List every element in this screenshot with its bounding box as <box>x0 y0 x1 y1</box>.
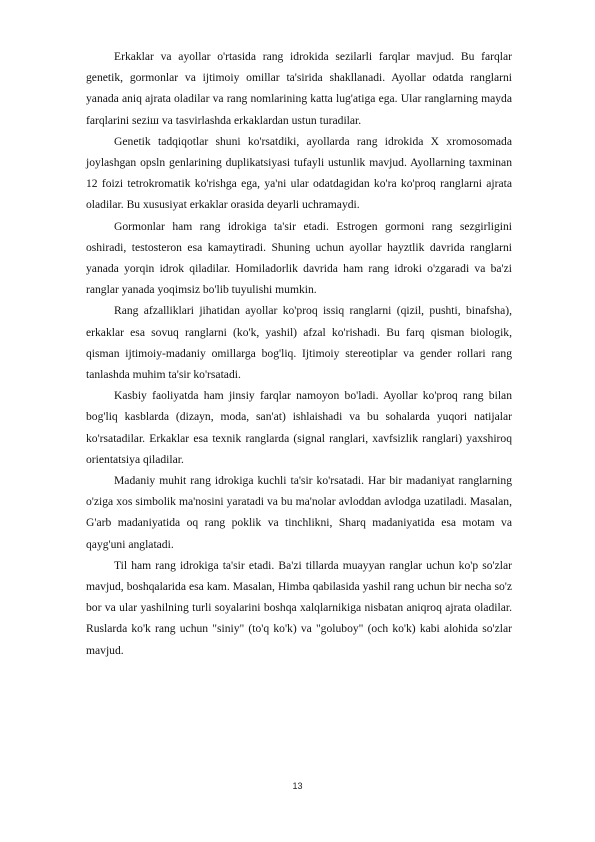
paragraph-genetics: Genetik tadqiqotlar shuni ko'rsatdiki, ayollarda rang idrokida X xromosomada joylashgan opsln genlarining duplikatsiyasi tufayli ustunlik mavjud. Ayollarning taxminan 12 foizi tetrokromatik ko'rishga ega, ya'ni ular odatdagidan ko'ra ko'proq ranglarni ajrata oladilar. Bu xususiyat erkaklar orasida deyarli uchramaydi. <box>86 134 512 212</box>
paragraph-language: Til ham rang idrokiga ta'sir etadi. Ba'zi tillarda muayyan ranglar uchun ko'p so'zlar mavjud, boshqalarida esa kam. Masalan, Himba qabilasida yashil rang uchun bir necha so'z bor va ular yashilning turli soyalarini boshqa xalqlarnikiga nisbatan aniqroq ajrata oladilar. Ruslarda ko'k rang uchun "siniy" (to'q ko'k) va "goluboy" (och ko'k) kabi alohida so'zlar mavjud. <box>86 558 512 657</box>
body-text <box>86 46 512 661</box>
paragraph-cultural-environment: Madaniy muhit rang idrokiga kuchli ta'sir ko'rsatadi. Har bir madaniyat ranglarning o'ziga xos simbolik ma'nosini yaratadi va bu ma'nolar avloddan avlodga uzatiladi. Masalan, G'arb madaniyatida oq rang poklik va tinchlikni, Sharq madaniyatida esa motam va qayg'uni anglatadi. <box>86 474 512 551</box>
paragraph-professional-activity: Kasbiy faoliyatda ham jinsiy farqlar namoyon bo'ladi. Ayollar ko'proq rang bilan bog'liq kasblarda (dizayn, moda, san'at) ishlaishadi va bu sohalarda yuqori natijalar ko'rsatadilar. Erkaklar esa texnik ranglarda (signal ranglari, xavfsizlik ranglari) yaxshiroq orientatsiya qiladilar. <box>86 389 512 466</box>
paragraph-gender-differences: Erkaklar va ayollar o'rtasida rang idrokida sezilarli farqlar mavjud. Bu farqlar genetik, gormonlar va ijtimoiy omillar ta'sirida shakllanadi. Ayollar odatda ranglarni yanada aniq ajrata oladilar va rang nomlarining katta lug'atiga ega. Ular ranglarning mayda farqlarini seziш va tasvirlashda erkaklardan ustun turadilar. <box>86 50 512 127</box>
page-number: 13 <box>292 781 303 791</box>
paragraph-hormones: Gormonlar ham rang idrokiga ta'sir etadi. Estrogen gormoni rang sezgirligini oshiradi, testosteron esa kamaytiradi. Shuning uchun ayollar hayztlik davrida ranglarni yanada yorqin idrok qiladilar. Homiladorlik davrida ham rang idroki o'zgaradi va ba'zi ranglar yanada yoqimsiz bo'lib tuyulishi mumkin. <box>86 219 512 297</box>
paragraph-color-preferences: Rang afzalliklari jihatidan ayollar ko'proq issiq ranglarni (qizil, pushti, binafsha), erkaklar esa sovuq ranglarni (ko'k, yashil) afzal ko'rishadi. Bu farq qisman biologik, qisman ijtimoiy-madaniy omillarga bog'liq. Ijtimoiy stereotiplar va gender rollari rang tanlashda muhim ta'sir ko'rsatadi. <box>86 304 512 382</box>
